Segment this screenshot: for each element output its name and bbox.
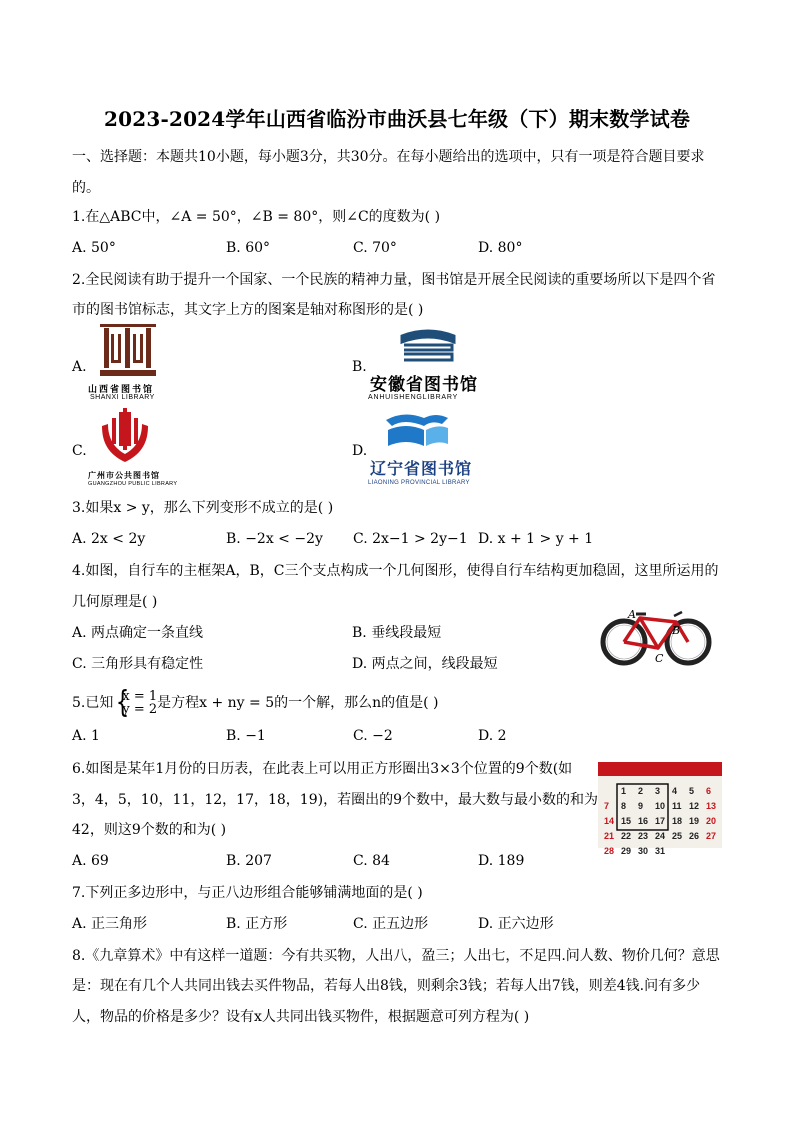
anhui-library-books-icon <box>398 328 458 364</box>
q4-option-d: D. 两点之间，线段最短 <box>352 656 498 672</box>
q1-option-c: C. 70° <box>353 240 397 256</box>
q1-option-d: D. 80° <box>478 240 523 256</box>
calendar-day: 21 <box>604 831 615 841</box>
calendar-day: 8 <box>621 801 627 811</box>
q6-option-d: D. 189 <box>478 853 525 869</box>
q1-stem: 1.在△ABC中，∠A = 50°，∠B = 80°，则∠C的度数为( ) <box>72 209 441 225</box>
shanxi-library-cn: 山西省图书馆 <box>88 384 155 394</box>
calendar-day: 12 <box>689 801 700 811</box>
bicycle-icon <box>600 604 712 666</box>
calendar-day: 30 <box>638 846 649 856</box>
liaoning-library-book-icon <box>384 410 450 450</box>
calendar-day: 26 <box>689 831 700 841</box>
q5-system-row2: y = 2 <box>122 702 158 717</box>
guangzhou-library-emblem-icon <box>100 408 150 462</box>
q2-stem-line1: 2.全民阅读有助于提升一个国家、一个民族的精神力量，图书馆是开展全民阅读的重要场所以下是四个省 <box>72 272 716 288</box>
q5-option-b: B. −1 <box>226 728 266 744</box>
calendar-day: 25 <box>672 831 683 841</box>
shanxi-library-logo <box>88 324 168 404</box>
guangzhou-library-cn: 广州市公共图书馆 <box>88 471 160 480</box>
section-heading-line2: 的。 <box>72 180 100 196</box>
q3-option-b: B. −2x < −2y <box>226 531 323 547</box>
bicycle-label-a: A <box>628 608 636 621</box>
calendar-day: 20 <box>706 816 717 826</box>
calendar-day: 14 <box>604 816 615 826</box>
q8-stem-line1: 8.《九章算术》中有这样一道题：今有共买物，人出八，盈三；人出七，不足四.问人数、物价几何？意思 <box>72 948 720 964</box>
q2-label-a: A. <box>72 359 87 375</box>
q3-option-c: C. 2x−1 > 2y−1 <box>353 531 468 547</box>
q6-option-c: C. 84 <box>353 853 390 869</box>
q6-option-b: B. 207 <box>226 853 272 869</box>
calendar-day: 1 <box>621 786 627 796</box>
q4-option-a: A. 两点确定一条直线 <box>72 625 204 641</box>
bicycle-figure <box>600 604 712 666</box>
q3-option-a: A. 2x < 2y <box>72 531 146 547</box>
calendar-day: 16 <box>638 816 649 826</box>
q5-option-d: D. 2 <box>478 728 507 744</box>
liaoning-library-en: LIAONING PROVINCIAL LIBRARY <box>368 480 470 486</box>
calendar-day: 23 <box>638 831 649 841</box>
q7-option-d: D. 正六边形 <box>478 916 554 932</box>
section-heading-line1: 一、选择题：本题共10小题，每小题3分，共30分。在每小题给出的选项中，只有一项是符合题目要求 <box>72 149 705 165</box>
q7-option-c: C. 正五边形 <box>353 916 429 932</box>
q5-option-a: A. 1 <box>72 728 100 744</box>
q7-option-a: A. 正三角形 <box>72 916 148 932</box>
shanxi-library-emblem-icon <box>98 324 158 378</box>
q5-equation-system: { x = 1 y = 2 <box>116 685 158 720</box>
q4-stem-line2: 几何原理是( ) <box>72 594 158 610</box>
calendar-figure <box>598 762 722 856</box>
q1-option-a: A. 50° <box>72 240 116 256</box>
anhui-library-cn: 安徽省图书馆 <box>370 375 478 395</box>
q1-option-b: B. 60° <box>226 240 271 256</box>
q5-option-c: C. −2 <box>353 728 393 744</box>
q6-stem-line1: 6.如图是某年1月份的日历表，在此表上可以用正方形圈出3×3个位置的9个数(如 <box>72 761 573 777</box>
calendar-day: 3 <box>655 786 661 796</box>
calendar-day: 31 <box>655 846 666 856</box>
calendar-day: 6 <box>706 786 712 796</box>
q7-stem: 7.下列正多边形中，与正八边形组合能够铺满地面的是( ) <box>72 885 423 901</box>
liaoning-library-cn: 辽宁省图书馆 <box>370 461 473 478</box>
q2-label-c: C. <box>72 443 87 459</box>
q8-stem-line2: 是：现在有几个人共同出钱去买件物品，若每人出8钱，则剩余3钱；若每人出7钱，则差4钱.问有多少 <box>72 978 701 994</box>
calendar-day: 18 <box>672 816 683 826</box>
q6-stem-line2: 3，4，5，10，11，12，17，18，19)，若圈出的9个数中，最大数与最小数的和为 <box>72 792 598 808</box>
q2-label-b: B. <box>352 359 367 375</box>
calendar-day: 9 <box>638 801 644 811</box>
q5-system-row1: x = 1 <box>122 689 158 704</box>
calendar-day: 15 <box>621 816 632 826</box>
q4-option-b: B. 垂线段最短 <box>352 625 442 641</box>
q3-stem: 3.如果x > y，那么下列变形不成立的是( ) <box>72 500 334 516</box>
calendar-day: 17 <box>655 816 666 826</box>
page-title: 2023-2024学年山西省临汾市曲沃县七年级（下）期末数学试卷 <box>103 107 691 131</box>
q5-suffix: 是方程x + ny = 5的一个解，那么n的值是( ) <box>157 695 439 711</box>
calendar-grid <box>598 762 722 856</box>
q4-stem-line1: 4.如图，自行车的主框架A，B，C三个支点构成一个几何图形，使得自行车结构更加稳固，这里所运用的 <box>72 563 719 579</box>
q4-option-c: C. 三角形具有稳定性 <box>72 656 204 672</box>
calendar-day: 28 <box>604 846 615 856</box>
liaoning-library-logo <box>368 410 478 492</box>
q6-stem-line3: 42，则这9个数的和为( ) <box>72 822 227 838</box>
q5-stem <box>72 685 439 720</box>
calendar-day: 24 <box>655 831 666 841</box>
q5-prefix: 5.已知 <box>72 695 114 711</box>
q7-option-b: B. 正方形 <box>226 916 288 932</box>
q3-option-d: D. x + 1 > y + 1 <box>478 531 594 547</box>
bicycle-label-c: C <box>655 652 664 665</box>
shanxi-library-en: SHANXI LIBRARY <box>90 394 155 401</box>
calendar-day: 7 <box>604 801 610 811</box>
guangzhou-library-en: GUANGZHOU PUBLIC LIBRARY <box>88 481 178 487</box>
calendar-day: 5 <box>689 786 695 796</box>
anhui-library-en: ANHUISHENGLIBRARY <box>368 394 459 401</box>
guangzhou-library-logo <box>88 408 178 492</box>
calendar-day: 19 <box>689 816 700 826</box>
calendar-day: 29 <box>621 846 632 856</box>
q2-label-d: D. <box>352 443 368 459</box>
calendar-day: 13 <box>706 801 717 811</box>
calendar-day: 10 <box>655 801 666 811</box>
q8-stem-line3: 人，物品的价格是多少？设有x人共同出钱买物件，根据题意可列方程为( ) <box>72 1009 530 1025</box>
bicycle-label-b: B <box>672 624 681 637</box>
calendar-day: 2 <box>638 786 644 796</box>
calendar-day: 4 <box>672 786 678 796</box>
calendar-day: 11 <box>672 801 682 811</box>
q6-option-a: A. 69 <box>72 853 109 869</box>
calendar-day: 22 <box>621 831 632 841</box>
calendar-day: 27 <box>706 831 717 841</box>
anhui-library-logo <box>368 328 486 404</box>
q2-stem-line2: 市的图书馆标志，其文字上方的图案是轴对称图形的是( ) <box>72 302 424 318</box>
